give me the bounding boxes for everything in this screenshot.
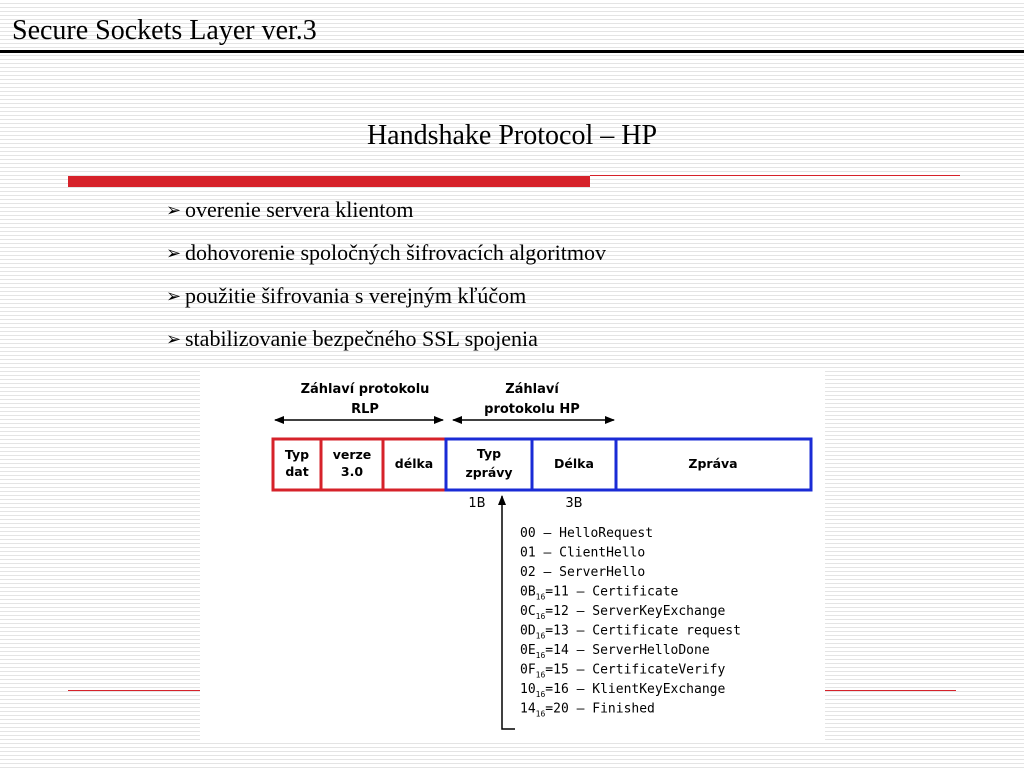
message-type-item	[520, 643, 710, 660]
bullet-text: overenie servera klientom	[185, 197, 414, 222]
message-type-subscript: 16	[535, 690, 546, 699]
message-type-code: 0C	[520, 604, 536, 619]
message-type-name: – HelloRequest	[535, 526, 654, 541]
message-type-subscript: 16	[535, 612, 546, 621]
title-rule	[0, 50, 1024, 53]
bullet-list	[166, 196, 606, 368]
message-type-code: 00	[520, 526, 536, 541]
message-type-code: 0D	[520, 623, 536, 639]
message-type-subscript: 16	[535, 670, 546, 680]
message-type-code: 0B	[520, 584, 536, 600]
message-type-code: 10	[520, 682, 536, 697]
bullet-text: dohovorenie spoločných šifrovacích algoritmov	[185, 240, 606, 265]
accent-line	[590, 175, 960, 176]
cell-label: Typ	[476, 446, 502, 461]
message-type-code: 01	[520, 545, 536, 561]
hp-header-diagram	[200, 371, 825, 741]
message-type-code: 0E	[520, 643, 536, 658]
rlp-header-line1: Záhlaví protokolu	[300, 382, 430, 397]
cell-label: Délka	[554, 456, 594, 471]
cell-label: 3.0	[340, 464, 364, 479]
message-type-item	[520, 604, 725, 621]
bullet-item	[166, 196, 606, 239]
message-type-name: – ClientHello	[535, 545, 646, 561]
message-type-name: =11 – Certificate	[545, 584, 679, 600]
cell-label: verze	[332, 447, 372, 462]
bullet-item	[166, 282, 606, 325]
message-type-subscript: 16	[535, 709, 546, 719]
arrow-bullet-icon: ➢	[166, 329, 182, 350]
message-type-item	[520, 702, 655, 719]
message-type-name: =20 – Finished	[545, 701, 655, 717]
message-type-name: =13 – Certificate request	[545, 623, 741, 639]
message-type-list	[520, 526, 741, 719]
message-type-name: =12 – ServerKeyExchange	[545, 604, 726, 619]
message-type-name: =14 – ServerHelloDone	[545, 643, 710, 658]
cell-label: Typ	[284, 447, 310, 462]
message-type-code: 14	[520, 701, 536, 717]
bullet-item	[166, 239, 606, 282]
arrow-bullet-icon: ➢	[166, 200, 182, 221]
message-type-item	[520, 585, 679, 602]
arrow-bullet-icon: ➢	[166, 286, 182, 307]
cell-label: zprávy	[465, 465, 513, 480]
message-type-name: – ServerHello	[535, 565, 646, 580]
bullet-text: stabilizovanie bezpečného SSL spojenia	[185, 326, 538, 351]
pointer-arrow	[502, 496, 515, 729]
cell-label: Zpráva	[688, 456, 738, 471]
message-type-code: 0F	[520, 662, 536, 678]
message-type-item	[520, 663, 725, 680]
accent-bar	[68, 176, 590, 187]
cell-label: délka	[394, 456, 434, 471]
message-type-subscript: 16	[535, 631, 546, 641]
cell-label: dat	[285, 464, 309, 479]
message-type-name: =15 – CertificateVerify	[545, 662, 726, 678]
rlp-header-line2: RLP	[351, 402, 379, 417]
message-type-subscript: 16	[535, 592, 546, 602]
diagram-svg	[200, 371, 825, 741]
hp-header-line1: Záhlaví	[505, 382, 559, 397]
message-type-item	[520, 624, 741, 641]
slide-subtitle: Handshake Protocol – HP	[366, 120, 658, 151]
message-type-code: 02	[520, 565, 536, 580]
message-type-item	[520, 526, 653, 541]
message-type-item	[520, 565, 645, 580]
hp-header-line2: protokolu HP	[484, 402, 580, 417]
bullet-text: použitie šifrovania s verejným kľúčom	[185, 283, 527, 308]
message-type-item	[520, 682, 725, 699]
bullet-item	[166, 325, 606, 368]
arrow-bullet-icon: ➢	[166, 243, 182, 264]
size-label-3b: 3B	[565, 496, 583, 511]
message-type-subscript: 16	[535, 651, 546, 660]
slide-title: Secure Sockets Layer ver.3	[12, 15, 317, 46]
message-type-item	[520, 546, 645, 561]
message-type-name: =16 – KlientKeyExchange	[545, 682, 726, 697]
size-label-1b: 1B	[468, 496, 486, 511]
